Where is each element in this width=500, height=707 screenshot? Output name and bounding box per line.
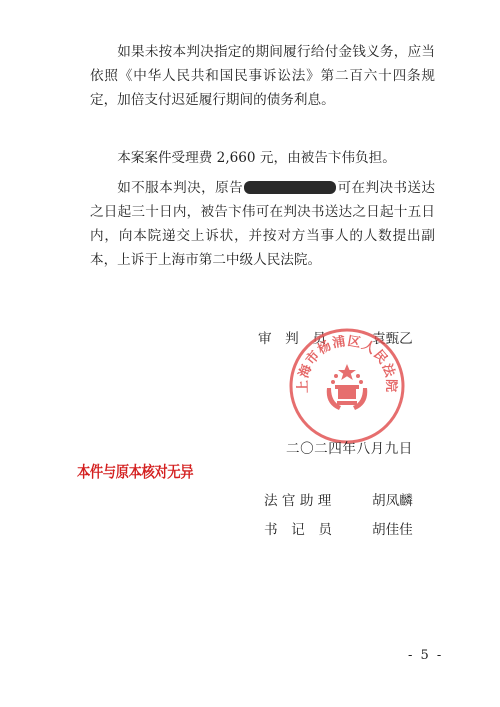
paragraph-payment-obligation: 如果未按本判决指定的期间履行给付金钱义务，应当依照《中华人民共和国民事诉讼法》第二百六十四条规定，加倍支付迟延履行期间的债务利息。 <box>90 44 435 108</box>
emblem-icon <box>327 364 368 410</box>
judge-title: 审 判 员 <box>258 331 326 347</box>
clerk-title: 书 记 员 <box>264 522 332 538</box>
paragraph-appeal-notice <box>90 176 435 272</box>
page-number: - 5 - <box>408 648 444 663</box>
judgment-date: 二〇二四年八月九日 <box>286 441 413 457</box>
seal-text: 上海市杨浦区人民法院 <box>295 334 399 394</box>
paragraph-court-fee: 本案案件受理费 2,660 元，由被告卞伟负担。 <box>117 150 396 166</box>
judge-name: 袁甄乙 <box>372 331 413 347</box>
verification-stamp: 本件与原本核对无异 <box>77 462 194 481</box>
assistant-title: 法 官 助 理 <box>264 493 332 509</box>
assistant-name: 胡凤麟 <box>372 493 413 509</box>
court-seal-stamp <box>287 326 407 446</box>
redacted-plaintiff-name <box>244 181 336 194</box>
appeal-text-before: 如不服本判决，原告 <box>117 180 244 196</box>
clerk-name: 胡佳佳 <box>372 522 413 538</box>
appeal-text-after: 可在判决书送达之日起三十日内，被告卞伟可在判决书送达之日起十五日内，向本院递交上诉状，并按对方当事人的人数提出副本，上诉于上海市第二中级人民法院。 <box>90 180 436 268</box>
